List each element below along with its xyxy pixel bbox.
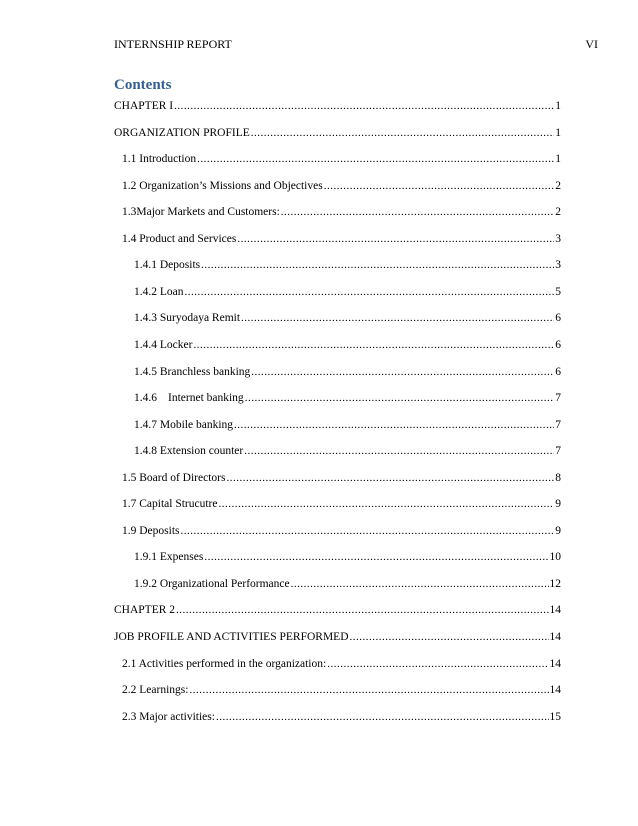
toc-entry-label: JOB PROFILE AND ACTIVITIES PERFORMED — [114, 631, 349, 643]
toc-entry-label: 2.3 Major activities: — [122, 710, 215, 723]
toc-leader-dots — [189, 683, 548, 697]
toc-entry-label: 1.9.2 Organizational Performance — [134, 577, 290, 590]
toc-leader-dots — [241, 311, 554, 325]
toc-entry-label: 2.1 Activities performed in the organization: — [122, 657, 327, 670]
toc-entry-label: 1.4.3 Suryodaya Remit — [134, 312, 241, 325]
toc-entry-label: 1.3Major Markets and Customers: — [122, 206, 280, 219]
toc-leader-dots — [234, 418, 554, 432]
toc-entry[interactable] — [122, 471, 561, 485]
toc-entry-page-number: 7 — [555, 418, 561, 431]
toc-entry-label: CHAPTER 2 — [114, 604, 176, 617]
toc-leader-dots — [174, 99, 554, 113]
toc-entry-page-number: 8 — [555, 471, 561, 484]
toc-entry[interactable] — [122, 179, 561, 193]
toc-entry-label: 2.2 Learnings: — [122, 684, 189, 697]
toc-entry-page-number: 9 — [555, 524, 561, 537]
toc-entry-label: 1.5 Board of Directors — [122, 471, 226, 484]
toc-entry-page-number: 14 — [549, 684, 561, 697]
toc-entry-page-number: 1 — [555, 126, 561, 139]
toc-entry-page-number: 6 — [555, 365, 561, 378]
toc-entry-label: ORGANIZATION PROFILE — [114, 126, 250, 139]
toc-entry[interactable] — [122, 524, 561, 538]
toc-entry[interactable] — [114, 603, 561, 617]
toc-entry-label: 1.9 Deposits — [122, 524, 180, 537]
toc-entry-page-number: 2 — [555, 179, 561, 192]
toc-leader-dots — [245, 391, 555, 405]
toc-entry-page-number: 5 — [555, 285, 561, 298]
toc-entry-label: 1.9.1 Expenses — [134, 551, 204, 564]
toc-leader-dots — [219, 497, 555, 511]
toc-entry-label: 1.4.4 Locker — [134, 338, 193, 351]
toc-entry-page-number: 1 — [555, 100, 561, 112]
toc-entry[interactable] — [114, 630, 561, 644]
toc-leader-dots — [216, 710, 549, 724]
toc-entry-page-number: 3 — [555, 259, 561, 272]
toc-leader-dots — [193, 338, 554, 352]
toc-entry-page-number: 14 — [549, 604, 561, 617]
toc-entry[interactable] — [134, 338, 561, 352]
toc-entry-label: 1.4.5 Branchless banking — [134, 365, 251, 378]
toc-entry-page-number: 12 — [549, 577, 561, 590]
toc-entry-page-number: 2 — [555, 206, 561, 219]
toc-leader-dots — [181, 524, 555, 538]
toc-leader-dots — [237, 232, 554, 246]
toc-entry-label: 1.4.7 Mobile banking — [134, 418, 234, 431]
toc-leader-dots — [244, 444, 554, 458]
toc-entry-text: Internet banking — [168, 392, 244, 405]
toc-entry-label: 1.2 Organization’s Missions and Objectives — [122, 179, 323, 192]
toc-entry-label: CHAPTER I — [114, 100, 174, 112]
toc-entry-label — [134, 391, 244, 405]
toc-entry[interactable] — [134, 444, 561, 458]
toc-entry-page-number: 6 — [555, 338, 561, 351]
toc-leader-dots — [324, 179, 555, 193]
toc-entry[interactable] — [114, 99, 561, 113]
toc-entry-label: 1.4.2 Loan — [134, 285, 184, 298]
toc-entry[interactable] — [122, 152, 561, 166]
toc-leader-dots — [291, 577, 549, 591]
toc-entry-page-number: 3 — [555, 232, 561, 245]
toc-entry[interactable] — [134, 550, 561, 564]
toc-entry[interactable] — [134, 311, 561, 325]
toc-entry-page-number: 9 — [555, 498, 561, 511]
toc-entry-page-number: 14 — [549, 631, 561, 643]
toc-entry-label: 1.7 Capital Strucutre — [122, 498, 218, 511]
toc-entry-page-number: 10 — [549, 551, 561, 564]
toc-leader-dots — [185, 285, 555, 299]
toc-leader-dots — [251, 365, 554, 379]
toc-entry-page-number: 1 — [555, 153, 561, 166]
toc-entry-page-number: 14 — [549, 657, 561, 670]
contents-heading: Contents — [114, 77, 172, 93]
toc-entry-label: 1.4 Product and Services — [122, 232, 237, 245]
toc-entry-page-number: 6 — [555, 312, 561, 325]
toc-entry-page-number: 7 — [555, 392, 561, 405]
toc-leader-dots — [281, 205, 554, 219]
toc-entry[interactable] — [114, 126, 561, 140]
toc-leader-dots — [201, 258, 554, 272]
toc-leader-dots — [204, 550, 548, 564]
toc-entry[interactable] — [134, 285, 561, 299]
toc-entry-label: 1.4.8 Extension counter — [134, 445, 244, 458]
header-page-number: VI — [585, 37, 598, 51]
toc-entry[interactable] — [134, 391, 561, 405]
toc-entry-page-number: 15 — [549, 710, 561, 723]
toc-entry[interactable] — [122, 205, 561, 219]
toc-entry[interactable] — [134, 365, 561, 379]
toc-entry[interactable] — [122, 497, 561, 511]
toc-entry-label: 1.4.1 Deposits — [134, 259, 201, 272]
toc-entry[interactable] — [122, 683, 561, 697]
toc-leader-dots — [350, 630, 549, 644]
toc-leader-dots — [197, 152, 554, 166]
toc-leader-dots — [176, 603, 548, 617]
toc-entry[interactable] — [122, 710, 561, 724]
toc-entry[interactable] — [122, 232, 561, 246]
toc-entry[interactable] — [134, 577, 561, 591]
toc-leader-dots — [251, 126, 554, 140]
toc-entry[interactable] — [134, 418, 561, 432]
toc-entry[interactable] — [122, 657, 561, 671]
toc-entry[interactable] — [134, 258, 561, 272]
toc-entry-number: 1.4.6 — [134, 392, 157, 405]
toc-entry-page-number: 7 — [555, 445, 561, 458]
toc-entry-label: 1.1 Introduction — [122, 153, 197, 166]
toc-leader-dots — [226, 471, 554, 485]
page-header — [114, 37, 598, 51]
header-title: INTERNSHIP REPORT — [114, 37, 232, 51]
toc-leader-dots — [327, 657, 548, 671]
